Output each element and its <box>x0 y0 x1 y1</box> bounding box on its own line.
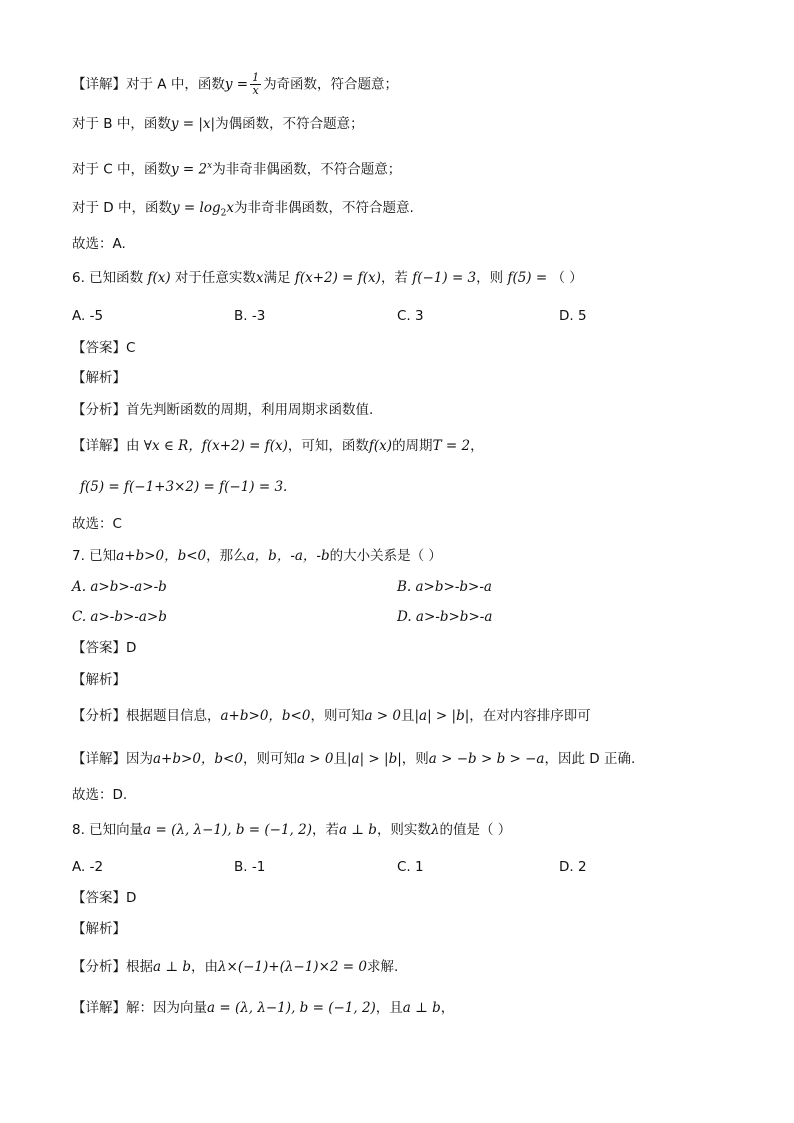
text: 满足 <box>263 270 291 286</box>
text: 对于 C 中，函数 <box>72 161 172 178</box>
text: （ ） <box>551 270 583 286</box>
text: 的值是（ ） <box>439 822 512 838</box>
text: 由 <box>126 438 140 454</box>
math: a = (λ, λ−1), b = (−1, 2) <box>207 1000 376 1016</box>
q8-detail <box>72 998 454 1018</box>
math: |a| > |b| <box>347 751 402 767</box>
math: a+b>0，b<0 <box>220 708 311 724</box>
text: 的周期 <box>392 438 433 454</box>
text: 7. 已知 <box>72 548 117 564</box>
q6-calc: f(5) = f(−1+3×2) = f(−1) = 3. <box>80 479 288 495</box>
text: 的大小关系是（ ） <box>329 548 442 564</box>
math: x <box>226 200 234 216</box>
q5-detail-line-c <box>72 156 401 180</box>
answer-value: D <box>126 640 137 656</box>
q7-option-a: A. a>b>-a>-b <box>72 579 167 595</box>
q7-answer <box>72 638 136 658</box>
detail-tag: 【详解】 <box>72 1000 126 1016</box>
fraction-denominator: x <box>252 84 259 97</box>
math: T = 2 <box>432 438 471 454</box>
math: |a| > |b| <box>414 708 470 724</box>
q8-option-d: D. 2 <box>559 859 587 875</box>
math: a > −b > b > −a <box>428 751 545 767</box>
text: ，则可知 <box>242 751 297 767</box>
text: ，则 <box>476 270 504 286</box>
superscript: x <box>207 161 213 171</box>
math: a，b，-a，-b <box>246 548 330 564</box>
math: f(x) <box>368 438 393 454</box>
math: a = (λ, λ−1), b = (−1, 2) <box>143 822 312 838</box>
text: 为非奇非偶函数，不符合题意； <box>212 161 402 178</box>
math: f(−1) = 3 <box>412 270 477 286</box>
text: 且 <box>333 751 347 767</box>
text: ，那么 <box>206 548 247 564</box>
text: ，且 <box>375 1000 403 1016</box>
text: 对于 A 中，函数 <box>126 76 225 93</box>
fenxi-tag: 【分析】 <box>72 402 126 418</box>
q8-fenxi <box>72 957 398 977</box>
q6-option-b: B. -3 <box>234 308 266 324</box>
detail-tag: 【详解】 <box>72 751 126 767</box>
math: f(5) = <box>507 270 548 286</box>
math: ∀x ∈ R <box>143 438 189 454</box>
math: y = |x| <box>170 116 216 132</box>
text: ，则实数 <box>376 822 431 838</box>
text: ，在对内容排序即可 <box>469 708 591 724</box>
math: ，f(x+2) = f(x) <box>188 438 288 454</box>
math: a ⊥ b <box>402 1000 441 1016</box>
text: ，可知，函数 <box>287 438 369 454</box>
q7-option-d: D. a>-b>b>-a <box>397 609 493 625</box>
q5-detail-line-a <box>72 72 398 97</box>
text: 为偶函数，不符合题意； <box>215 116 364 132</box>
math: f(x) <box>147 270 171 286</box>
text: ，则可知 <box>310 708 365 724</box>
text: ，则 <box>401 751 429 767</box>
text: 对于 B 中，函数 <box>72 116 171 132</box>
q6-option-d: D. 5 <box>559 308 587 324</box>
q6-detail <box>72 436 484 456</box>
q8-option-a: A. -2 <box>72 859 104 875</box>
text: 根据题目信息， <box>126 708 221 724</box>
q5-detail-line-b <box>72 114 364 134</box>
detail-tag: 【详解】 <box>72 438 126 454</box>
math: a > 0 <box>296 751 334 767</box>
q8-stem <box>72 820 511 840</box>
text: 对于 D 中，函数 <box>72 200 172 216</box>
q5-choose: 故选：A. <box>72 236 126 252</box>
q5-detail-line-d <box>72 198 414 224</box>
math: y = 2 <box>171 161 208 178</box>
q8-answer <box>72 888 136 908</box>
q6-option-a: A. -5 <box>72 308 104 324</box>
text: 且 <box>401 708 415 724</box>
math: f(x+2) = f(x) <box>294 270 381 286</box>
answer-tag: 【答案】 <box>72 640 126 656</box>
text: ， <box>440 1000 455 1016</box>
math: λ <box>430 822 440 838</box>
math: x <box>255 270 264 286</box>
math: y = log <box>171 200 221 216</box>
text: ，若 <box>380 270 408 286</box>
q6-option-c: C. 3 <box>397 308 424 324</box>
math: a+b>0，b<0 <box>153 751 243 767</box>
fraction <box>250 72 261 97</box>
math: a > 0 <box>364 708 401 724</box>
math: a+b>0，b<0 <box>116 548 207 564</box>
q6-fenxi <box>72 400 373 420</box>
text: 因为 <box>126 751 153 767</box>
text: 6. 已知函数 <box>72 270 144 286</box>
text: 为非奇非偶函数，不符合题意. <box>233 200 414 216</box>
answer-tag: 【答案】 <box>72 340 126 356</box>
fraction-numerator: 1 <box>252 71 260 84</box>
q8-analysis-tag: 【解析】 <box>72 921 126 937</box>
text: 求解. <box>366 959 399 975</box>
q8-option-c: C. 1 <box>397 859 424 875</box>
q7-fenxi <box>72 706 591 726</box>
q7-stem <box>72 546 442 566</box>
fenxi-tag: 【分析】 <box>72 959 126 975</box>
text: ， <box>470 438 484 454</box>
text: ，因此 D 正确. <box>544 751 636 767</box>
detail-tag: 【详解】 <box>72 76 126 93</box>
q7-option-b: B. a>b>-b>-a <box>397 579 492 595</box>
text: 为奇函数，符合题意； <box>263 76 399 93</box>
q6-stem <box>72 268 583 288</box>
math: y = <box>224 76 249 93</box>
math: λ×(−1)+(λ−1)×2 = 0 <box>217 959 367 975</box>
math: a ⊥ b <box>338 822 377 838</box>
answer-value: D <box>126 890 137 906</box>
q6-analysis-tag: 【解析】 <box>72 370 126 386</box>
q8-option-b: B. -1 <box>234 859 266 875</box>
answer-tag: 【答案】 <box>72 890 126 906</box>
text: 对于任意实数 <box>174 270 256 286</box>
q7-option-c: C. a>-b>-a>b <box>72 609 167 625</box>
q7-analysis-tag: 【解析】 <box>72 672 126 688</box>
text: ，若 <box>311 822 339 838</box>
q6-choose: 故选：C <box>72 516 122 532</box>
math: a ⊥ b <box>153 959 191 975</box>
text: 根据 <box>126 959 153 975</box>
subscript: 2 <box>220 208 227 219</box>
text: ，由 <box>190 959 218 975</box>
q7-choose: 故选：D. <box>72 787 128 803</box>
fenxi-tag: 【分析】 <box>72 708 126 724</box>
q7-detail <box>72 749 635 769</box>
answer-value: C <box>126 340 136 356</box>
text: 8. 已知向量 <box>72 822 144 838</box>
text: 解：因为向量 <box>126 1000 207 1016</box>
q6-answer <box>72 338 135 358</box>
text: 首先判断函数的周期，利用周期求函数值. <box>126 402 374 418</box>
